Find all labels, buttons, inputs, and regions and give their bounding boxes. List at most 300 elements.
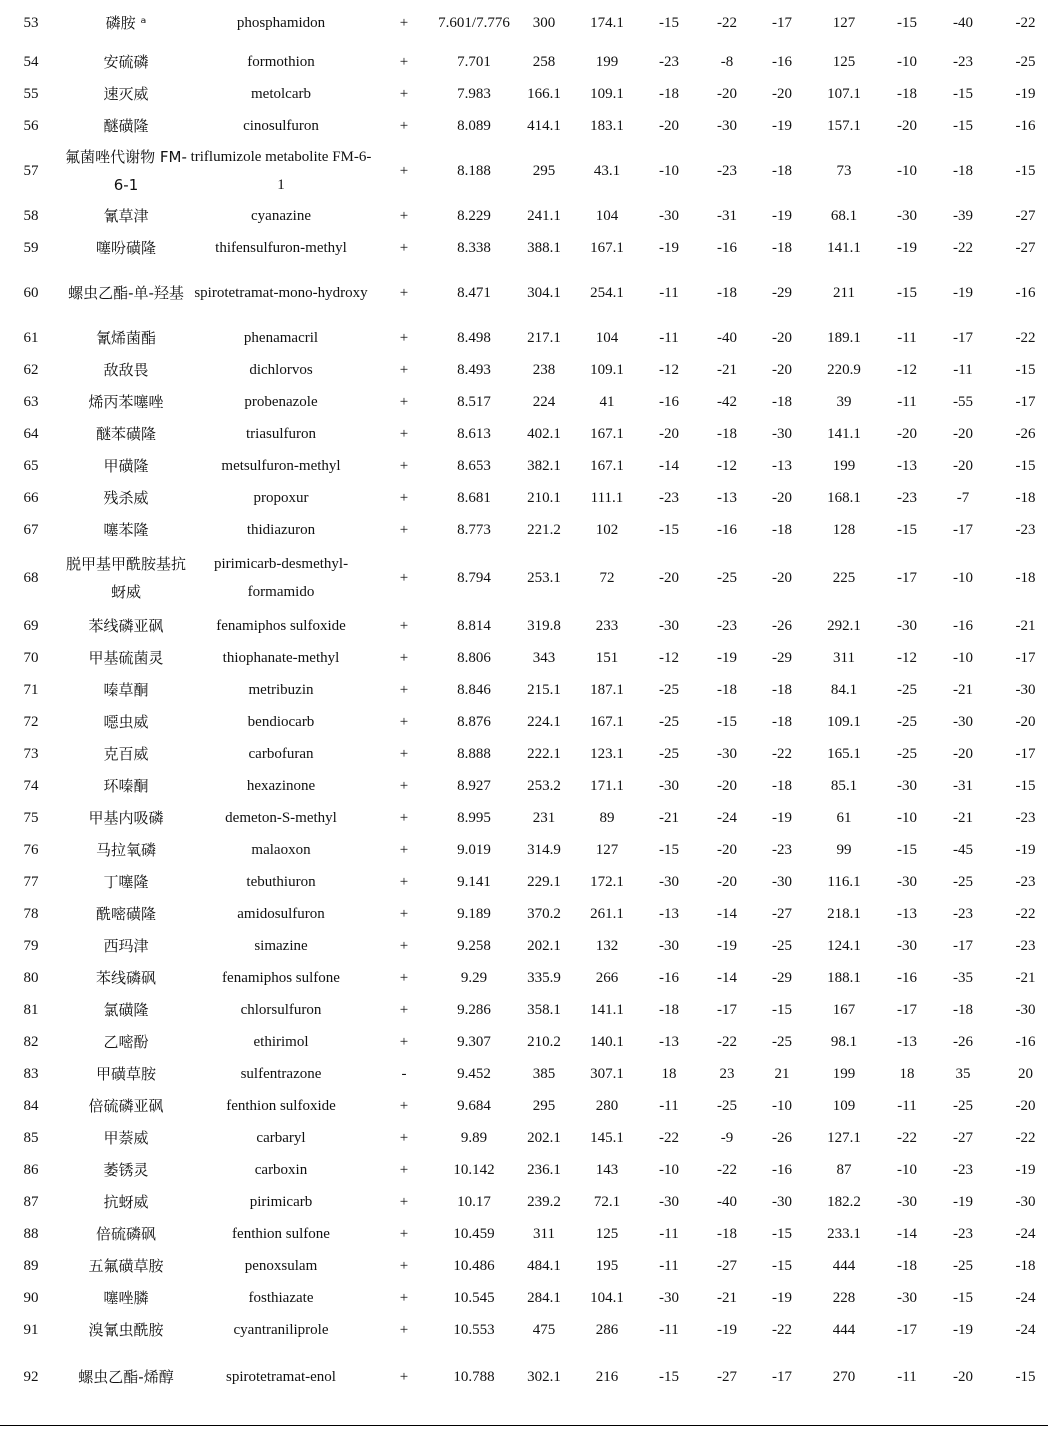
ce-2-cell: -11 — [897, 394, 917, 410]
param-d-cell: -26 — [1015, 426, 1036, 442]
ce-1-cell: 18 — [661, 1066, 677, 1082]
chinese-name-cell: 速灭威 — [103, 85, 149, 103]
ce-2-cell: -30 — [897, 618, 917, 634]
table-row — [0, 482, 1061, 514]
param-a-cell: -21 — [717, 362, 737, 378]
ce-1-cell: -30 — [659, 1194, 679, 1210]
ion-mode-cell: + — [399, 874, 409, 890]
precursor-ion-cell: 343 — [532, 650, 556, 666]
product-ion-1-cell: 111.1 — [590, 490, 624, 506]
ce-1-cell: -12 — [659, 362, 679, 378]
param-a-cell: -20 — [717, 86, 737, 102]
product-ion-1-cell: 109.1 — [590, 86, 624, 102]
retention-time-cell: 8.089 — [457, 118, 491, 134]
ce-1-cell: -21 — [659, 810, 679, 826]
retention-time-cell: 8.927 — [457, 778, 491, 794]
precursor-ion-cell: 304.1 — [527, 285, 561, 301]
param-b-cell: -20 — [772, 570, 792, 586]
param-a-cell: -15 — [717, 714, 737, 730]
param-c-cell: -17 — [953, 522, 973, 538]
product-ion-2-cell: 109.1 — [827, 714, 861, 730]
param-a-cell: -9 — [720, 1130, 734, 1146]
param-a-cell: -22 — [717, 1162, 737, 1178]
ion-mode-cell: + — [399, 746, 409, 762]
param-c-cell: -18 — [953, 163, 973, 179]
precursor-ion-cell: 222.1 — [527, 746, 561, 762]
english-name-cell: simazine — [254, 938, 308, 954]
row-number-cell: 88 — [23, 1226, 39, 1242]
precursor-ion-cell: 231 — [532, 810, 556, 826]
ce-2-cell: -18 — [897, 1258, 917, 1274]
ion-mode-cell: + — [399, 810, 409, 826]
precursor-ion-cell: 388.1 — [527, 240, 561, 256]
chinese-name-cell: 螺虫乙酯-单-羟基 — [68, 284, 184, 302]
chinese-name-cell: 克百威 — [103, 745, 149, 763]
chinese-name-cell: 甲磺隆 — [103, 457, 149, 475]
param-d-cell: -16 — [1015, 285, 1036, 301]
product-ion-2-cell: 109 — [832, 1098, 856, 1114]
param-b-cell: -30 — [772, 1194, 792, 1210]
ce-1-cell: -20 — [659, 570, 679, 586]
ion-mode-cell: + — [399, 285, 409, 301]
param-c-cell: -25 — [953, 1098, 973, 1114]
param-a-cell: -27 — [717, 1258, 737, 1274]
ce-2-cell: -13 — [897, 906, 917, 922]
param-c-cell: -30 — [953, 714, 973, 730]
param-a-cell: -25 — [717, 570, 737, 586]
retention-time-cell: 8.995 — [457, 810, 491, 826]
param-b-cell: -15 — [772, 1002, 792, 1018]
param-c-cell: -23 — [953, 54, 973, 70]
param-d-cell: -24 — [1015, 1226, 1036, 1242]
product-ion-1-cell: 233 — [595, 618, 619, 634]
param-a-cell: -20 — [717, 778, 737, 794]
product-ion-1-cell: 167.1 — [590, 426, 624, 442]
product-ion-1-cell: 140.1 — [590, 1034, 624, 1050]
english-name-cell: pirimicarb-desmethyl-formamido — [213, 556, 349, 600]
row-number-cell: 61 — [23, 330, 39, 346]
param-d-cell: -15 — [1015, 1369, 1036, 1385]
precursor-ion-cell: 217.1 — [527, 330, 561, 346]
product-ion-1-cell: 174.1 — [590, 15, 624, 31]
param-b-cell: -25 — [772, 938, 792, 954]
ce-2-cell: -25 — [897, 746, 917, 762]
product-ion-2-cell: 292.1 — [827, 618, 861, 634]
product-ion-2-cell: 228 — [832, 1290, 856, 1306]
table-row — [0, 450, 1061, 482]
ce-1-cell: -20 — [659, 426, 679, 442]
precursor-ion-cell: 210.2 — [527, 1034, 561, 1050]
param-c-cell: -22 — [953, 240, 973, 256]
row-number-cell: 78 — [23, 906, 39, 922]
english-name-cell: cinosulfuron — [243, 118, 319, 134]
chinese-name-cell: 醚苯磺隆 — [95, 425, 156, 443]
ce-1-cell: -16 — [659, 394, 679, 410]
retention-time-cell: 8.794 — [457, 570, 491, 586]
param-b-cell: -18 — [772, 682, 792, 698]
retention-time-cell: 8.471 — [457, 285, 491, 301]
precursor-ion-cell: 215.1 — [527, 682, 561, 698]
param-c-cell: -39 — [953, 208, 973, 224]
chinese-name-cell: 倍硫磷亚砜 — [88, 1097, 164, 1115]
row-number-cell: 89 — [23, 1258, 39, 1274]
precursor-ion-cell: 385 — [532, 1066, 556, 1082]
product-ion-2-cell: 84.1 — [830, 682, 858, 698]
param-b-cell: -19 — [772, 208, 792, 224]
retention-time-cell: 9.29 — [460, 970, 488, 986]
table-row — [0, 1314, 1061, 1346]
chinese-name-cell: 丁噻隆 — [103, 873, 149, 891]
ce-1-cell: -30 — [659, 874, 679, 890]
param-b-cell: -15 — [772, 1226, 792, 1242]
english-name-cell: metolcarb — [251, 86, 311, 102]
param-b-cell: -19 — [772, 118, 792, 134]
row-number-cell: 76 — [23, 842, 39, 858]
precursor-ion-cell: 221.2 — [527, 522, 561, 538]
param-d-cell: -22 — [1015, 15, 1036, 31]
param-d-cell: -20 — [1015, 1098, 1036, 1114]
param-a-cell: -22 — [717, 1034, 737, 1050]
product-ion-1-cell: 187.1 — [590, 682, 624, 698]
product-ion-2-cell: 167 — [832, 1002, 856, 1018]
ce-1-cell: -11 — [659, 285, 679, 301]
param-a-cell: -8 — [720, 54, 734, 70]
retention-time-cell: 8.493 — [457, 362, 491, 378]
param-a-cell: -19 — [717, 938, 737, 954]
ce-2-cell: -10 — [897, 54, 917, 70]
param-b-cell: -18 — [772, 714, 792, 730]
param-d-cell: -23 — [1015, 522, 1036, 538]
chinese-name-cell: 甲萘威 — [103, 1129, 149, 1147]
ce-1-cell: -14 — [659, 458, 679, 474]
chinese-name-cell: 甲磺草胺 — [95, 1065, 156, 1083]
table-row — [0, 1186, 1061, 1218]
ce-1-cell: -15 — [659, 842, 679, 858]
param-b-cell: -18 — [772, 522, 792, 538]
retention-time-cell: 8.517 — [457, 394, 491, 410]
ce-2-cell: -13 — [897, 1034, 917, 1050]
row-number-cell: 69 — [23, 618, 39, 634]
ion-mode-cell: + — [399, 1290, 409, 1306]
precursor-ion-cell: 239.2 — [527, 1194, 561, 1210]
english-name-cell: fenamiphos sulfone — [222, 970, 340, 986]
retention-time-cell: 9.189 — [457, 906, 491, 922]
ion-mode-cell: + — [399, 362, 409, 378]
chinese-name-cell: 苯线磷砜 — [95, 969, 156, 987]
param-b-cell: -19 — [772, 810, 792, 826]
retention-time-cell: 10.459 — [453, 1226, 495, 1242]
param-a-cell: -16 — [717, 240, 737, 256]
ce-1-cell: -30 — [659, 1290, 679, 1306]
ion-mode-cell: + — [399, 650, 409, 666]
ion-mode-cell: + — [399, 54, 409, 70]
ion-mode-cell: + — [399, 522, 409, 538]
product-ion-1-cell: 104 — [595, 208, 619, 224]
product-ion-2-cell: 125 — [832, 54, 856, 70]
retention-time-cell: 9.258 — [457, 938, 491, 954]
table-bottom-rule — [0, 1425, 1048, 1426]
ce-2-cell: -20 — [897, 118, 917, 134]
param-c-cell: -27 — [953, 1130, 973, 1146]
param-c-cell: -45 — [953, 842, 973, 858]
param-d-cell: -27 — [1015, 208, 1036, 224]
param-b-cell: -18 — [772, 778, 792, 794]
english-name-cell: ethirimol — [253, 1034, 309, 1050]
row-number-cell: 64 — [23, 426, 39, 442]
product-ion-1-cell: 72.1 — [593, 1194, 621, 1210]
param-a-cell: -18 — [717, 1226, 737, 1242]
table-row — [0, 1282, 1061, 1314]
product-ion-1-cell: 143 — [595, 1162, 619, 1178]
ce-1-cell: -10 — [659, 163, 679, 179]
row-number-cell: 56 — [23, 118, 39, 134]
english-name-cell: phosphamidon — [236, 15, 326, 31]
product-ion-2-cell: 165.1 — [827, 746, 861, 762]
ion-mode-cell: + — [399, 682, 409, 698]
product-ion-2-cell: 61 — [836, 810, 852, 826]
product-ion-2-cell: 211 — [833, 285, 855, 301]
table-row — [0, 200, 1061, 232]
ion-mode-cell: + — [399, 842, 409, 858]
table-row — [0, 738, 1061, 770]
ce-1-cell: -13 — [659, 906, 679, 922]
table-row — [0, 802, 1061, 834]
param-d-cell: -21 — [1015, 618, 1036, 634]
chinese-name-cell: 氟菌唑代谢物 FM-6-1 — [65, 148, 187, 194]
param-d-cell: -23 — [1015, 874, 1036, 890]
product-ion-1-cell: 195 — [595, 1258, 619, 1274]
product-ion-1-cell: 104 — [595, 330, 619, 346]
row-number-cell: 80 — [23, 970, 39, 986]
table-row — [0, 142, 1061, 200]
product-ion-1-cell: 280 — [595, 1098, 619, 1114]
english-name-cell: triflumizole metabolite FM-6-1 — [190, 149, 372, 193]
product-ion-2-cell: 233.1 — [827, 1226, 861, 1242]
param-c-cell: -19 — [953, 1322, 973, 1338]
ce-2-cell: -11 — [897, 1098, 917, 1114]
ion-mode-cell: + — [399, 1162, 409, 1178]
ion-mode-cell: + — [399, 570, 409, 586]
retention-time-cell: 10.17 — [457, 1194, 491, 1210]
param-c-cell: -17 — [953, 330, 973, 346]
english-name-cell: phenamacril — [243, 330, 319, 346]
param-b-cell: -22 — [772, 1322, 792, 1338]
ce-1-cell: -30 — [659, 778, 679, 794]
retention-time-cell: 9.141 — [457, 874, 491, 890]
retention-time-cell: 7.983 — [457, 86, 491, 102]
param-b-cell: -23 — [772, 842, 792, 858]
precursor-ion-cell: 402.1 — [527, 426, 561, 442]
retention-time-cell: 9.286 — [457, 1002, 491, 1018]
table-row — [0, 354, 1061, 386]
product-ion-2-cell: 311 — [833, 650, 855, 666]
param-c-cell: -25 — [953, 1258, 973, 1274]
product-ion-1-cell: 89 — [599, 810, 615, 826]
product-ion-2-cell: 87 — [836, 1162, 852, 1178]
param-d-cell: -15 — [1015, 458, 1036, 474]
english-name-cell: carbaryl — [256, 1130, 306, 1146]
param-c-cell: -15 — [953, 86, 973, 102]
ion-mode-cell: + — [399, 1226, 409, 1242]
product-ion-2-cell: 157.1 — [827, 118, 861, 134]
ce-1-cell: -12 — [659, 650, 679, 666]
precursor-ion-cell: 258 — [532, 54, 556, 70]
param-d-cell: -16 — [1015, 118, 1036, 134]
row-number-cell: 54 — [23, 54, 39, 70]
product-ion-2-cell: 116.1 — [827, 874, 861, 890]
param-d-cell: 20 — [1018, 1066, 1033, 1082]
table-row — [0, 610, 1061, 642]
param-b-cell: -16 — [772, 1162, 792, 1178]
product-ion-1-cell: 216 — [595, 1369, 619, 1385]
chinese-name-cell: 残杀威 — [103, 489, 149, 507]
product-ion-2-cell: 85.1 — [830, 778, 858, 794]
row-number-cell: 86 — [23, 1162, 39, 1178]
precursor-ion-cell: 370.2 — [527, 906, 561, 922]
table-row — [0, 898, 1061, 930]
param-a-cell: -13 — [717, 490, 737, 506]
param-a-cell: -30 — [717, 746, 737, 762]
ce-1-cell: -18 — [659, 86, 679, 102]
param-d-cell: -17 — [1015, 746, 1036, 762]
param-c-cell: -40 — [953, 15, 973, 31]
chinese-name-cell: 噻苯隆 — [103, 521, 149, 539]
ce-1-cell: -25 — [659, 714, 679, 730]
ce-2-cell: -11 — [897, 1369, 917, 1385]
ce-2-cell: -30 — [897, 1194, 917, 1210]
chinese-name-cell: 烯丙苯噻唑 — [88, 393, 164, 411]
english-name-cell: carboxin — [254, 1162, 308, 1178]
table-row — [0, 1346, 1061, 1408]
param-c-cell: -20 — [953, 458, 973, 474]
chinese-name-cell: 醚磺隆 — [103, 117, 149, 135]
param-c-cell: -18 — [953, 1002, 973, 1018]
english-name-cell: thifensulfuron-methyl — [215, 240, 347, 256]
row-number-cell: 72 — [23, 714, 39, 730]
row-number-cell: 55 — [23, 86, 39, 102]
english-name-cell: metsulfuron-methyl — [221, 458, 341, 474]
ce-2-cell: -10 — [897, 163, 917, 179]
ion-mode-cell: + — [399, 208, 409, 224]
retention-time-cell: 8.681 — [457, 490, 491, 506]
english-name-cell: spirotetramat-enol — [226, 1369, 336, 1385]
param-d-cell: -15 — [1015, 362, 1036, 378]
ce-2-cell: -18 — [897, 86, 917, 102]
product-ion-2-cell: 199 — [832, 458, 856, 474]
ion-mode-cell: + — [399, 458, 409, 474]
param-c-cell: -15 — [953, 1290, 973, 1306]
precursor-ion-cell: 224.1 — [527, 714, 561, 730]
ce-1-cell: -23 — [659, 54, 679, 70]
ce-2-cell: -13 — [897, 458, 917, 474]
product-ion-1-cell: 145.1 — [590, 1130, 624, 1146]
retention-time-cell: 8.806 — [457, 650, 491, 666]
ce-2-cell: -19 — [897, 240, 917, 256]
param-a-cell: -23 — [717, 163, 737, 179]
chinese-name-cell: 五氟磺草胺 — [88, 1257, 164, 1275]
param-b-cell: -18 — [772, 163, 792, 179]
product-ion-1-cell: 307.1 — [590, 1066, 624, 1082]
chinese-name-cell: 敌敌畏 — [103, 361, 149, 379]
param-d-cell: -16 — [1015, 1034, 1036, 1050]
product-ion-1-cell: 199 — [595, 54, 619, 70]
param-a-cell: -12 — [717, 458, 737, 474]
ce-1-cell: -19 — [659, 240, 679, 256]
param-d-cell: -23 — [1015, 810, 1036, 826]
retention-time-cell: 8.188 — [457, 163, 491, 179]
param-a-cell: -40 — [717, 1194, 737, 1210]
ce-2-cell: -30 — [897, 1290, 917, 1306]
english-name-cell: cyanazine — [251, 208, 311, 224]
precursor-ion-cell: 311 — [533, 1226, 555, 1242]
ce-1-cell: -11 — [659, 1226, 679, 1242]
row-number-cell: 85 — [23, 1130, 39, 1146]
product-ion-1-cell: 41 — [599, 394, 615, 410]
table-row — [0, 994, 1061, 1026]
product-ion-1-cell: 104.1 — [590, 1290, 624, 1306]
param-b-cell: -29 — [772, 970, 792, 986]
ion-mode-cell: + — [399, 1034, 409, 1050]
param-b-cell: -30 — [772, 426, 792, 442]
table-row — [0, 642, 1061, 674]
param-b-cell: -26 — [772, 1130, 792, 1146]
param-c-cell: -10 — [953, 570, 973, 586]
english-name-cell: hexazinone — [246, 778, 316, 794]
param-d-cell: -30 — [1015, 1002, 1036, 1018]
retention-time-cell: 8.773 — [457, 522, 491, 538]
product-ion-2-cell: 99 — [836, 842, 852, 858]
product-ion-2-cell: 220.9 — [827, 362, 861, 378]
ce-1-cell: -11 — [659, 1258, 679, 1274]
product-ion-1-cell: 141.1 — [590, 1002, 624, 1018]
ce-2-cell: -15 — [897, 522, 917, 538]
row-number-cell: 83 — [23, 1066, 39, 1082]
row-number-cell: 84 — [23, 1098, 39, 1114]
ion-mode-cell: + — [399, 426, 409, 442]
ce-2-cell: -17 — [897, 1322, 917, 1338]
english-name-cell: fenthion sulfoxide — [226, 1098, 336, 1114]
row-number-cell: 87 — [23, 1194, 39, 1210]
chinese-name-cell: 抗蚜威 — [103, 1193, 149, 1211]
ion-mode-cell: + — [399, 240, 409, 256]
precursor-ion-cell: 295 — [532, 163, 556, 179]
ion-mode-cell: + — [399, 86, 409, 102]
ce-1-cell: -30 — [659, 208, 679, 224]
english-name-cell: thidiazuron — [246, 522, 316, 538]
param-b-cell: -18 — [772, 394, 792, 410]
param-a-cell: -14 — [717, 906, 737, 922]
ion-mode-cell: + — [399, 1322, 409, 1338]
ion-mode-cell: + — [399, 906, 409, 922]
english-name-cell: metribuzin — [248, 682, 314, 698]
ion-mode-cell: + — [399, 15, 409, 31]
param-d-cell: -15 — [1015, 163, 1036, 179]
param-d-cell: -18 — [1015, 1258, 1036, 1274]
ion-mode-cell: + — [399, 938, 409, 954]
english-name-cell: tebuthiuron — [246, 874, 316, 890]
ce-1-cell: -15 — [659, 1369, 679, 1385]
row-number-cell: 70 — [23, 650, 39, 666]
param-b-cell: -22 — [772, 746, 792, 762]
ce-1-cell: -10 — [659, 1162, 679, 1178]
table-row — [0, 78, 1061, 110]
product-ion-2-cell: 127 — [832, 15, 856, 31]
english-name-cell: dichlorvos — [249, 362, 313, 378]
ce-2-cell: -10 — [897, 810, 917, 826]
param-c-cell: -20 — [953, 1369, 973, 1385]
product-ion-1-cell: 72 — [599, 570, 615, 586]
param-c-cell: -19 — [953, 1194, 973, 1210]
